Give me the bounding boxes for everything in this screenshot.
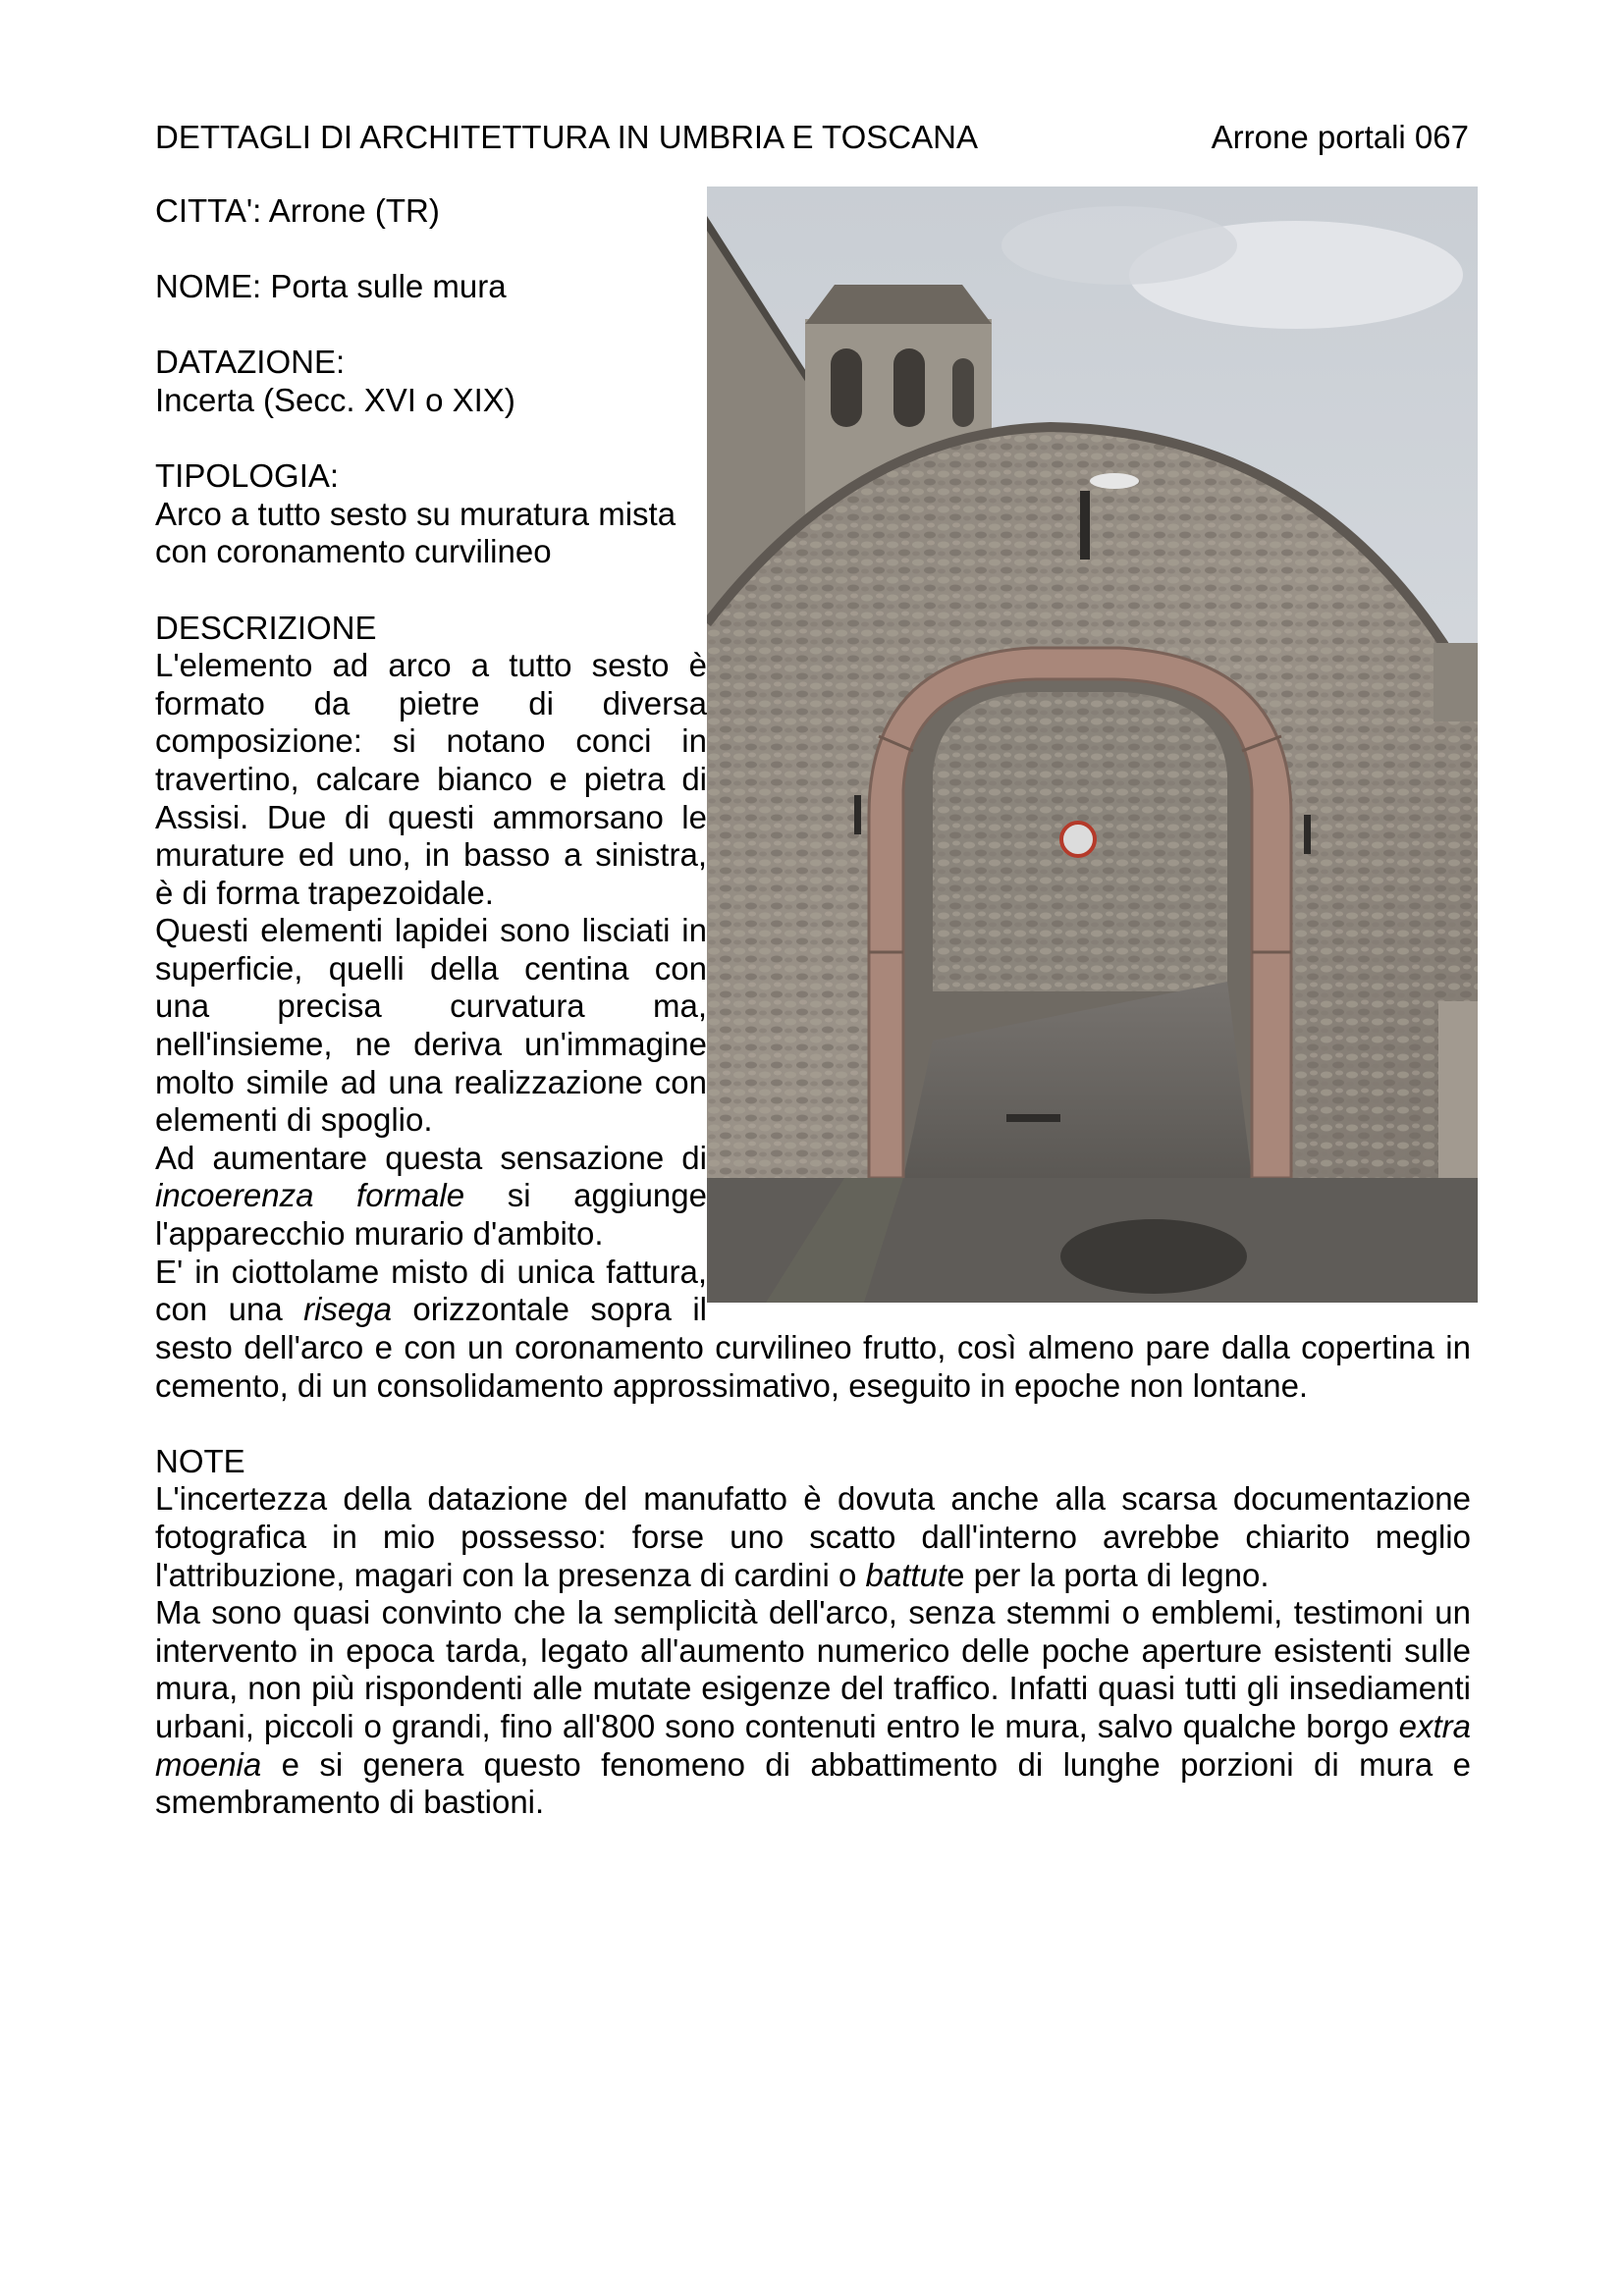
- note-text: e per la porta di legno.: [947, 1556, 1270, 1593]
- descrizione-line: elementi di spoglio.: [155, 1101, 433, 1139]
- tipologia-line: con coronamento curvilineo: [155, 533, 552, 570]
- arch-gate-photo: [707, 187, 1478, 1303]
- battute-em: battut: [865, 1556, 947, 1593]
- datazione-label: DATAZIONE:: [155, 344, 346, 381]
- tipologia-line: Arco a tutto sesto su muratura mista: [155, 495, 676, 532]
- descrizione-line: travertino, calcare bianco e pietra di: [155, 760, 707, 797]
- descrizione-line: cemento, di un consolidamento approssimativo, eseguito in epoche non lontane.: [155, 1366, 1309, 1404]
- descrizione-line: sesto dell'arco e con un coronamento curvilineo frutto, così almeno pare dalla copertina in: [155, 1329, 1471, 1365]
- descrizione-label: DESCRIZIONE: [155, 609, 377, 646]
- descrizione-line: nell'insieme, ne deriva un'immagine: [155, 1026, 707, 1063]
- note-paragraph-1: [155, 1480, 1471, 1594]
- descrizione-line: [155, 1291, 707, 1329]
- descrizione-line: composizione: si notano conci in: [155, 722, 707, 760]
- descrizione-line: Questi elementi lapidei sono lisciati in: [155, 912, 707, 949]
- note-text: e si genera questo fenomeno di abbattimento di lunghe porzioni di mura e smembramento di bastioni.: [155, 1745, 1471, 1821]
- note-text: Ma sono quasi convinto che la semplicità dell'arco, senza stemmi o emblemi, testimoni un intervento in epoca tarda, legato all'aumento numerico delle poche aperture esistenti sulle mura, non più rispondenti alle mutate esigenze del traffico. Infatti quasi tutti gli insediamenti urbani, piccoli o grandi, fino all'800 sono contenuti entro le mura, salvo qualche borgo: [155, 1594, 1471, 1744]
- descrizione-line: una precisa curvatura ma,: [155, 988, 707, 1025]
- incoerenza-formale-em: incoerenza formale: [155, 1177, 465, 1214]
- fields-column: [155, 192, 707, 1329]
- descrizione-line: superficie, quelli della centina con: [155, 949, 707, 987]
- tipologia-label: TIPOLOGIA:: [155, 457, 340, 495]
- note-label: NOTE: [155, 1442, 245, 1479]
- descrizione-line: [155, 1177, 707, 1215]
- extra-moenia-em: extra moenia: [155, 1707, 1471, 1783]
- descrizione-line: molto simile ad una realizzazione con: [155, 1063, 707, 1100]
- descrizione-text: si aggiunge: [464, 1177, 707, 1214]
- descrizione-line: murature ed uno, in basso a sinistra,: [155, 836, 707, 874]
- descrizione-line: L'elemento ad arco a tutto sesto è: [155, 647, 707, 684]
- citta-field: CITTA': Arrone (TR): [155, 192, 440, 229]
- descrizione-line: è di forma trapezoidale.: [155, 874, 494, 911]
- risega-em: risega: [303, 1291, 392, 1328]
- nome-field: NOME: Porta sulle mura: [155, 268, 507, 305]
- document-code: Arrone portali 067: [1211, 119, 1469, 155]
- descrizione-text: con una: [155, 1291, 304, 1328]
- descrizione-text: orizzontale sopra il: [391, 1291, 707, 1328]
- full-width-text: [155, 1329, 1471, 1822]
- descrizione-line: E' in ciottolame misto di unica fattura,: [155, 1253, 707, 1290]
- descrizione-line: Assisi. Due di questi ammorsano le: [155, 798, 707, 835]
- document-title: DETTAGLI DI ARCHITETTURA IN UMBRIA E TOSCANA: [155, 119, 978, 155]
- note-paragraph-2: [155, 1594, 1471, 1822]
- descrizione-line: formato da pietre di diversa: [155, 684, 707, 721]
- datazione-value: Incerta (Secc. XVI o XIX): [155, 381, 515, 418]
- descrizione-line: Ad aumentare questa sensazione di: [155, 1139, 707, 1176]
- note-text: L'incertezza della datazione del manufatto è dovuta anche alla scarsa documentazione fotografica in mio possesso: forse uno scatto dall'interno avrebbe chiarito meglio l'attribuzione, magari con la presenza di cardini o: [155, 1480, 1471, 1593]
- descrizione-line: l'apparecchio murario d'ambito.: [155, 1215, 604, 1253]
